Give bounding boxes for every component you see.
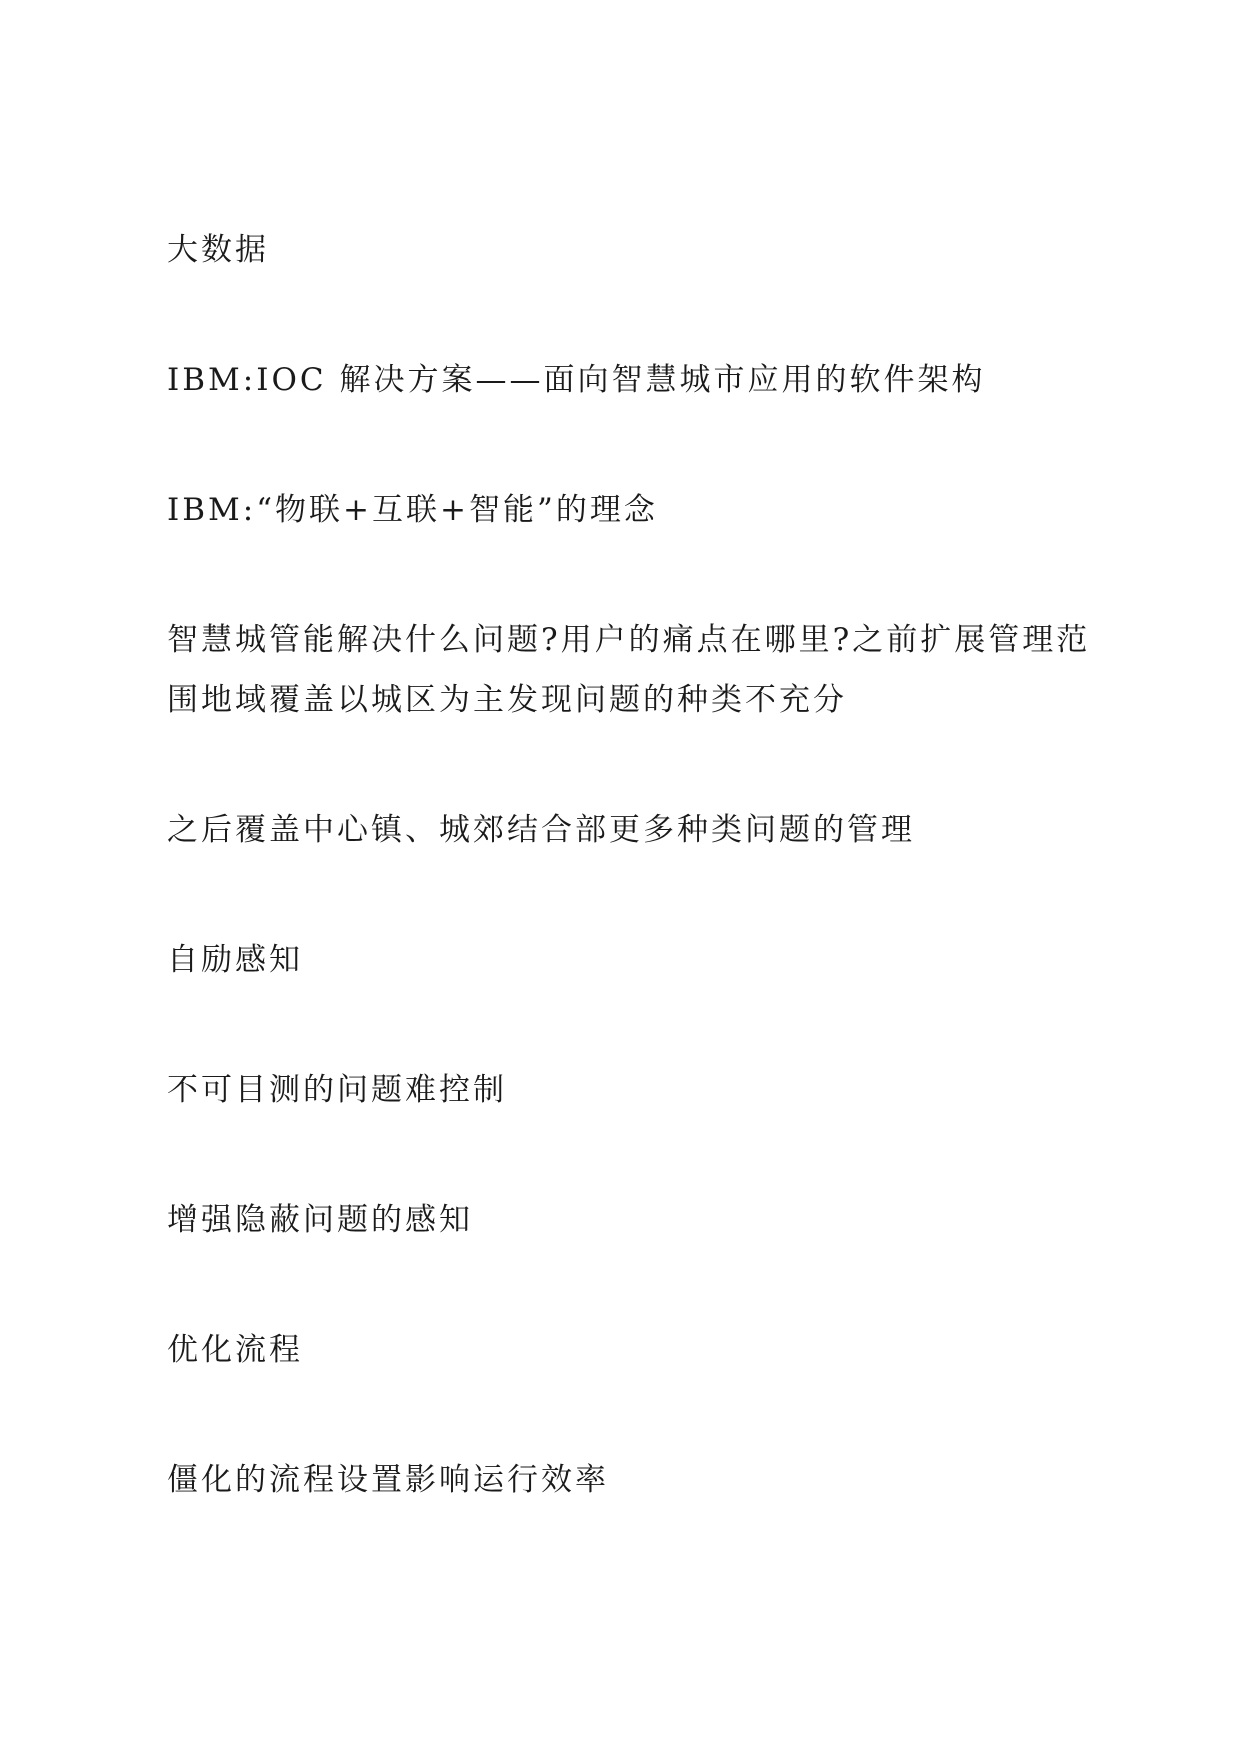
paragraph-rigid-process: 僵化的流程设置影响运行效率 (167, 1462, 609, 1498)
paragraph-perception-heading: 自励感知 (167, 942, 303, 978)
paragraph-coverage: 之后覆盖中心镇、城郊结合部更多种类问题的管理 (167, 812, 915, 848)
paragraph-enhance-perception: 增强隐蔽问题的感知 (167, 1202, 473, 1238)
paragraph-big-data: 大数据 (167, 232, 269, 268)
paragraph-ibm-ioc: IBM:IOC 解决方案——面向智慧城市应用的软件架构 (167, 362, 986, 398)
paragraph-ibm-concept: IBM:“物联+互联+智能”的理念 (167, 492, 658, 528)
paragraph-invisible-problems: 不可目测的问题难控制 (167, 1072, 507, 1108)
paragraph-optimize-process: 优化流程 (167, 1332, 303, 1368)
paragraph-problems: 智慧城管能解决什么问题?用户的痛点在哪里?之前扩展管理范围地域覆盖以城区为主发现问题的种类不充分 (167, 622, 1091, 718)
